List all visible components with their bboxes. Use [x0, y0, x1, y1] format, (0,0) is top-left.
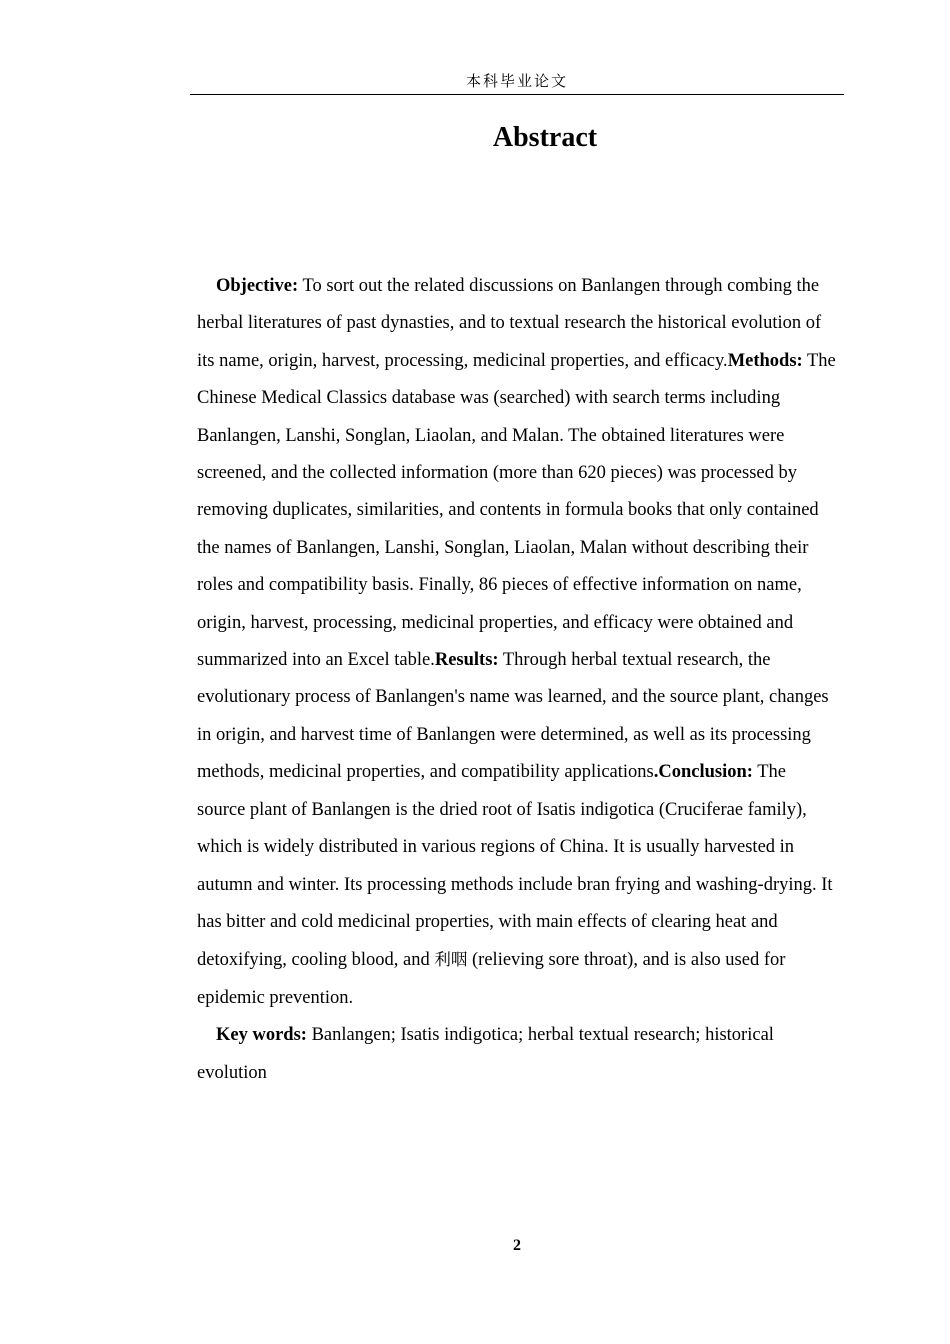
abstract-heading: Abstract: [492, 122, 598, 153]
conclusion-tail: (relieving sore throat), and is also used for epidemic prevention.: [197, 950, 786, 1008]
conclusion-text: The source plant of Banlangen is the dried root of Isatis indigotica (Cruciferae family), which is widely distributed in various regions of China. It is usually harvested in autumn and winter. Its processing methods include bran frying and washing-drying. It has bitter and cold medicinal properties, with main effects of clearing heat and detoxifying, cooling blood, and: [197, 762, 833, 971]
keywords-text: Banlangen; Isatis indigotica; herbal textual research; historical evolution: [197, 1025, 774, 1083]
results-label: Results:: [434, 650, 499, 671]
methods-label: Methods:: [727, 350, 803, 371]
abstract-paragraph: [197, 268, 837, 1017]
page-number: 2: [513, 1237, 521, 1254]
keywords-paragraph: [197, 1017, 837, 1092]
objective-label: Objective:: [216, 276, 299, 296]
running-header: 本科毕业论文: [190, 70, 844, 95]
abstract-body: [197, 268, 837, 1092]
results-text: Through herbal textual research, the evolutionary process of Banlangen's name was learned, and the source plant, changes in origin, and harvest time of Banlangen were determined, as well as its processing methods, medicinal properties, and compatibility applications: [197, 650, 829, 783]
conclusion-cjk-term: 利咽: [434, 950, 468, 970]
keywords-label: Key words:: [216, 1025, 307, 1046]
objective-text: To sort out the related discussions on Banlangen through combing the herbal literatures of past dynasties, and to textual research the historical evolution of its name, origin, harvest, processing, medicinal properties, and efficacy.: [197, 276, 822, 371]
methods-text: The Chinese Medical Classics database was (searched) with search terms including Banlangen, Lanshi, Songlan, Liaolan, and Malan. The obtained literatures were screened, and the collected information (more than 620 pieces) was processed by removing duplicates, similarities, and contents in formula books that only contained the names of Banlangen, Lanshi, Songlan, Liaolan, Malan without describing their roles and compatibility basis. Finally, 86 pieces of effective information on name, origin, harvest, processing, medicinal properties, and efficacy were obtained and summarized into an Excel table.: [197, 350, 836, 671]
conclusion-label: .Conclusion:: [653, 762, 753, 783]
